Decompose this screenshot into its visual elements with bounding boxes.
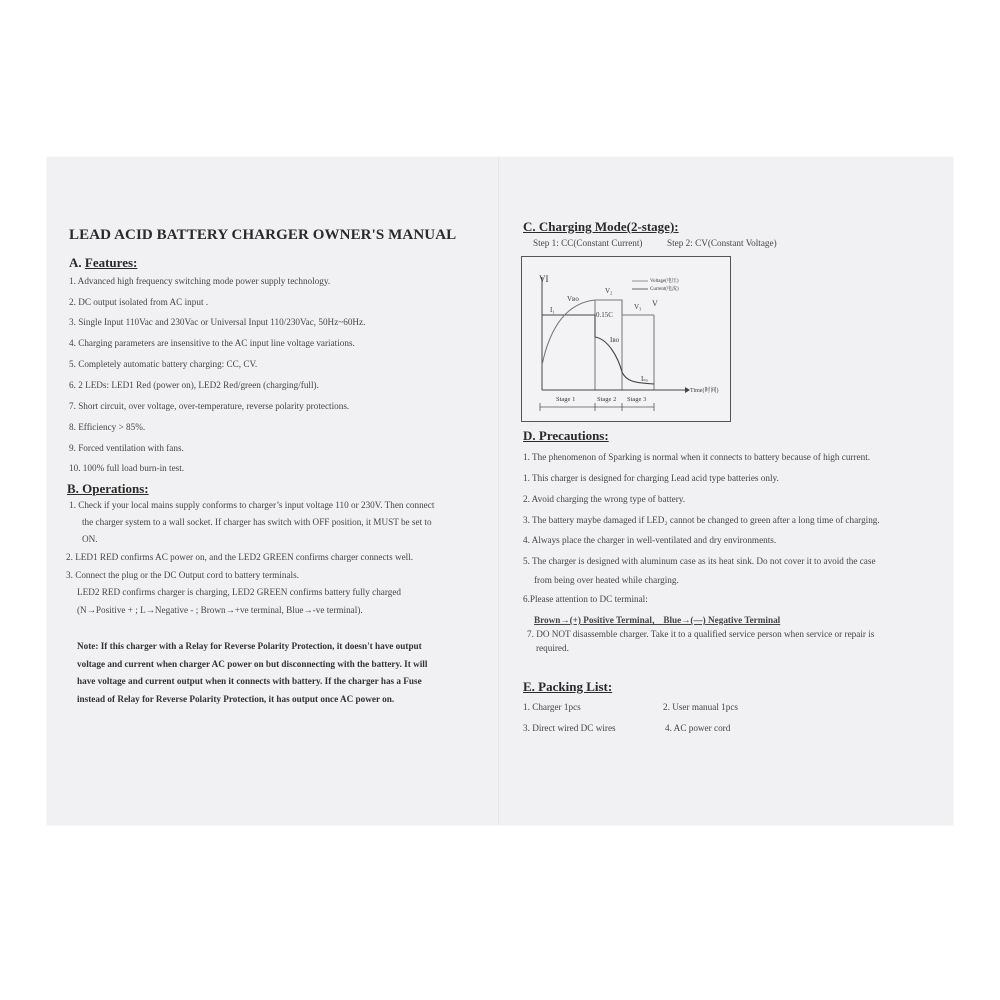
- diagram-stage-3: Stage 3: [627, 396, 647, 403]
- diagram-legend-current: Current(电流): [650, 287, 679, 292]
- feature-item-8: 8. Efficiency > 85%.: [69, 422, 146, 432]
- packing-heading: E. Packing List:: [523, 679, 613, 694]
- feature-item-7: 7. Short circuit, over voltage, over-temperature, reverse polarity protections.: [69, 401, 350, 411]
- operations-line-7: (N→Positive + ; L→Negative - ; Brown→+ve terminal, Blue→-ve terminal).: [77, 605, 363, 615]
- precaution-line-6: 5. The charger is designed with aluminum case as its heat sink. Do not cover it to avoid the case: [523, 556, 876, 566]
- operations-line-6: LED2 RED confirms charger is charging, LED2 GREEN confirms battery fully charged: [77, 587, 402, 597]
- charging-step-2: Step 2: CV(Constant Voltage): [667, 238, 777, 248]
- note-line-2: voltage and current when charger AC power on but disconnecting with the battery. It will: [77, 659, 428, 669]
- packing-item-2: 2. User manual 1pcs: [663, 702, 739, 712]
- operations-line-2: the charger system to a wall socket. If charger has switch with OFF position, it MUST be set to: [82, 517, 432, 527]
- diagram-label-v3: V₃: [634, 303, 642, 311]
- precaution-terminal-line: Brown→(+) Positive Terminal， Blue→(—) Negative Terminal: [534, 615, 781, 625]
- feature-item-3: 3. Single Input 110Vac and 230Vac or Universal Input 110/230Vac, 50Hz~60Hz.: [69, 317, 366, 327]
- precautions-heading: D. Precautions:: [523, 428, 609, 443]
- feature-item-5: 5. Completely automatic battery charging: CC, CV.: [69, 359, 258, 369]
- packing-item-1: 1. Charger 1pcs: [523, 702, 581, 712]
- feature-item-4: 4. Charging parameters are insensitive to the AC input line voltage variations.: [69, 338, 355, 348]
- manual-sheet: [47, 157, 953, 825]
- note-line-4: instead of Relay for Reverse Polarity Protection, it has output once AC power on.: [77, 694, 395, 704]
- diagram-label-vbo: Vʙᴏ: [567, 295, 579, 303]
- precaution-line-10: 7. DO NOT disassemble charger. Take it to a qualified service person when service or repair is: [527, 629, 875, 639]
- precaution-line-4: 3. The battery maybe damaged if LED₂ cannot be changed to green after a long time of charging.: [523, 515, 880, 525]
- features-heading-text: Features:: [84, 255, 138, 270]
- diagram-label-iso: Iₛₒ: [641, 375, 648, 383]
- diagram-label-v: V: [652, 299, 658, 308]
- precaution-line-5: 4. Always place the charger in well-ventilated and dry environments.: [523, 535, 777, 545]
- page-fold: [498, 157, 499, 825]
- diagram-label-015c: 0.15C: [596, 311, 613, 319]
- charging-step-1: Step 1: CC(Constant Current): [533, 238, 643, 248]
- packing-item-4: 4. AC power cord: [665, 723, 731, 733]
- diagram-x-label: Time(时间): [690, 388, 719, 394]
- precaution-line-3: 2. Avoid charging the wrong type of battery.: [523, 494, 686, 504]
- manual-title: LEAD ACID BATTERY CHARGER OWNER'S MANUAL: [69, 227, 457, 243]
- diagram-stage-1: Stage 1: [556, 396, 576, 403]
- feature-item-6: 6. 2 LEDs: LED1 Red (power on), LED2 Red/green (charging/full).: [69, 380, 319, 390]
- feature-item-9: 9. Forced ventilation with fans.: [69, 443, 184, 453]
- precaution-line-8: 6.Please attention to DC terminal:: [523, 594, 648, 604]
- features-heading: [69, 255, 137, 271]
- diagram-y-label: VI: [539, 274, 549, 284]
- operations-heading: B. Operations:: [67, 481, 149, 496]
- charging-curve-diagram: [521, 256, 731, 422]
- precaution-line-2: 1. This charger is designed for charging Lead acid type batteries only.: [523, 473, 779, 483]
- note-line-3: have voltage and current output when it connects with battery. If the charger has a Fuse: [77, 676, 422, 686]
- feature-item-1: 1. Advanced high frequency switching mode power supply technology.: [69, 276, 331, 286]
- charging-mode-heading: C. Charging Mode(2-stage):: [523, 219, 679, 234]
- precaution-line-7: from being over heated while charging.: [534, 575, 679, 585]
- operations-line-3: ON.: [82, 534, 98, 544]
- diagram-label-i1: I₁: [550, 306, 555, 314]
- note-line-1: Note: If this charger with a Relay for Reverse Polarity Protection, it doesn't have output: [77, 641, 422, 651]
- operations-line-5: 3. Connect the plug or the DC Output cord to battery terminals.: [66, 570, 299, 580]
- diagram-label-ibo: Iʙᴏ: [610, 336, 620, 344]
- diagram-stage-2: Stage 2: [597, 396, 617, 403]
- features-heading-prefix: A.: [69, 255, 82, 270]
- feature-item-2: 2. DC output isolated from AC input .: [69, 297, 209, 307]
- packing-item-3: 3. Direct wired DC wires: [523, 723, 616, 733]
- precaution-line-1: 1. The phenomenon of Sparking is normal when it connects to battery because of high current.: [523, 452, 871, 462]
- feature-item-10: 10. 100% full load burn-in test.: [69, 463, 185, 473]
- diagram-label-v2: V₂: [605, 287, 613, 295]
- charging-curve-svg: [522, 257, 730, 421]
- operations-line-4: 2. LED1 RED confirms AC power on, and the LED2 GREEN confirms charger connects well.: [66, 552, 414, 562]
- precaution-line-11: required.: [536, 643, 569, 653]
- diagram-legend-voltage: Voltage(电压): [650, 279, 679, 284]
- current-curve: [542, 315, 654, 384]
- operations-line-1: 1. Check if your local mains supply conforms to charger’s input voltage 110 or 230V. Then connect: [69, 500, 435, 510]
